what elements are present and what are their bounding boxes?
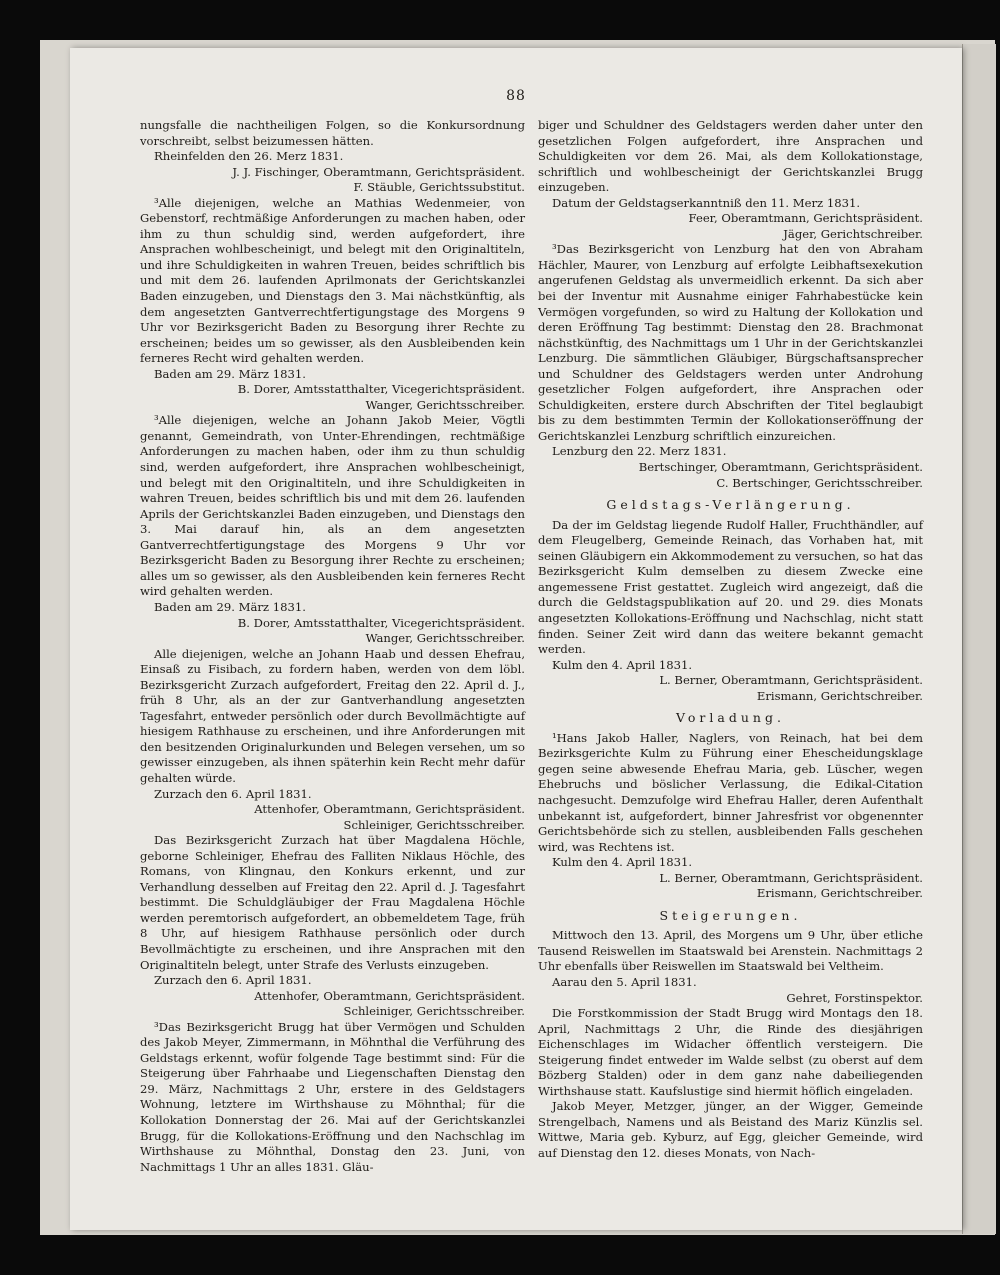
dateline: Datum der Geldstagserkanntniß den 11. Merz 1831. bbox=[552, 195, 861, 210]
dateline: Kulm den 4. April 1831. bbox=[552, 855, 693, 870]
paragraph: Die Forstkommission der Stadt Brugg wird Montags den 18. April, Nachmittags 2 Uhr, die Rinde des diesjährigen Eichenschlages im Widacher öffentlich versteigern. Die Steigerung findet entweder im Walde selbst (zu oberst auf dem Bözberg Stalden) oder in dem ganz nahe dabeiliegenden Wirthshause statt. Kaufslustige sind hiermit höflich eingeladen. bbox=[538, 1006, 923, 1098]
paragraph: ³Das Bezirksgericht Brugg hat über Vermögen und Schulden des Jakob Meyer, Zimmermann, in Möhnthal die Verführung des Geldstags erkennt, wofür folgende Tage bestimmt sind: Für die Steigerung über Fahrhaabe und Liegenschaften Dienstag den 29. März, Nachmittags 2 Uhr, erstere in des Geldstagers Wohnung, letztere im Wirthshause zu Möhnthal; für die Kollokation Donnerstag der 26. Mai auf der Gerichtskanzlei Brugg, für die Kollokations-Eröffnung und den Nachschlag im Wirthshause zu Möhnthal, Donstag den 23. Juni, von Nachmittags 1 Uhr an alles 1831. Gläu- bbox=[140, 1019, 525, 1174]
paragraph: ³Alle diejenigen, welche an Mathias Wedenmeier, von Gebenstorf, rechtmäßige Anforderungen zu machen haben, oder ihm zu thun schuldig sind, werden aufgefordert, ihre Ansprachen wohlbescheinigt, und belegt mit den Originaltiteln, und ihre Schuldigkeiten in wahren Treuen, beides schriftlich bis und mit dem 26. laufenden Aprilmonats der Gerichtskanzlei Baden einzugeben, und Dienstags den 3. Mai nächstkünftig, als dem angesetzten Gantverrechtfertigungstage des Morgens 9 Uhr vor Bezirksgericht Baden zu Besorgung ihrer Rechte zu erscheinen; beides um so gewisser, als den Ausbleibenden kein ferneres Recht wird gehalten werden. bbox=[140, 195, 525, 366]
paragraph: Jakob Meyer, Metzger, jünger, an der Wigger, Gemeinde Strengelbach, Namens und als Beistand des Mariz Künzlis sel. Wittwe, Maria geb. Kyburz, auf Egg, gleicher Gemeinde, wird auf Dienstag den 12. dieses Monats, von Nach- bbox=[538, 1099, 923, 1160]
dateline: Lenzburg den 22. Merz 1831. bbox=[552, 444, 727, 459]
section-heading: Steigerungen. bbox=[659, 907, 802, 923]
dateline: Baden am 29. März 1831. bbox=[154, 366, 306, 381]
signature-line: F. Stäuble, Gerichtssubstitut. bbox=[353, 180, 525, 195]
paragraph: ³Alle diejenigen, welche an Johann Jakob Meier, Vögtli genannt, Gemeindrath, von Unter-Ehrendingen, rechtmäßige Anforderungen zu machen haben, oder ihm zu thun schuldig sind, werden aufgefordert, ihre Ansprachen wohlbescheinigt, und belegt mit den Originaltiteln, und ihre Schuldigkeiten in wahren Treuen, beides schriftlich bis und mit dem 26. laufenden Aprils der Gerichtskanzlei Baden einzugeben, und Dienstags den 3. Mai darauf hin, als an dem angesetzten Gantverrechtfertigungstage des Morgens 9 Uhr vor Bezirksgericht Baden zu Besorgung ihrer Rechte zu erscheinen; alles um so gewisser, als den Ausbleibenden kein ferneres Recht wird gehalten werden. bbox=[140, 413, 525, 599]
paragraph: Das Bezirksgericht Zurzach hat über Magdalena Höchle, geborne Schleiniger, Ehefrau des Falliten Niklaus Höchle, des Romans, von Klingnau, den Konkurs erkennt, und zur Verhandlung desselben auf Freitag den 22. April d. J. Tagesfahrt bestimmt. Die Schuldgläubiger der Frau Magdalena Höchle werden peremtorisch aufgefordert, an obbemeldetem Tage, früh 8 Uhr, auf hiesigem Rathhause persönlich oder durch Bevollmächtigte zu erscheinen, und ihre Ansprachen mit den Originaltiteln belegt, unter Strafe des Verlusts einzugeben. bbox=[140, 833, 525, 972]
signature-line: C. Bertschinger, Gerichtsschreiber. bbox=[716, 475, 923, 490]
signature-line: Feer, Oberamtmann, Gerichtspräsident. bbox=[688, 211, 923, 226]
signature-line: Wanger, Gerichtsschreiber. bbox=[365, 631, 525, 646]
paragraph: Alle diejenigen, welche an Johann Haab und dessen Ehefrau, Einsaß zu Fisibach, zu fordern haben, werden von dem löbl. Bezirksgericht Zurzach aufgefordert, Freitag den 22. April d. J., früh 8 Uhr, als an der zur Gantverhandlung angesetzten Tagesfahrt, entweder persönlich oder durch Bevollmächtigte auf hiesigem Rathhause zu erscheinen, und ihre Anforderungen mit den besitzenden Originalurkunden und Belegen versehen, um so gewisser einzugeben, als ihnen späterhin kein Recht mehr dafür gehalten würde. bbox=[140, 646, 525, 785]
signature-line: Erismann, Gerichtschreiber. bbox=[756, 886, 923, 901]
signature-line: Schleiniger, Gerichtsschreiber. bbox=[343, 817, 525, 832]
paragraph: Mittwoch den 13. April, des Morgens um 9 Uhr, über etliche Tausend Reiswellen im Staatswald bei Arenstein. Nachmittags 2 Uhr ebenfalls über Reiswellen im Staatswald bei Veltheim. bbox=[538, 928, 923, 974]
paragraph: nungsfalle die nachtheiligen Folgen, so die Konkursordnung vorschreibt, selbst beizumessen hätten. bbox=[140, 118, 525, 148]
signature-line: B. Dorer, Amtsstatthalter, Vicegerichtspräsident. bbox=[237, 382, 525, 397]
signature-line: L. Berner, Oberamtmann, Gerichtspräsident. bbox=[659, 870, 923, 885]
signature-line: Attenhofer, Oberamtmann, Gerichtspräsident. bbox=[254, 988, 525, 1003]
dateline: Zurzach den 6. April 1831. bbox=[154, 786, 312, 801]
dateline: Kulm den 4. April 1831. bbox=[552, 657, 693, 672]
adjacent-page-edge bbox=[962, 44, 996, 1234]
section-heading: Geldstags-Verlängerung. bbox=[606, 497, 855, 513]
right-column bbox=[538, 118, 923, 1162]
document-page bbox=[70, 48, 962, 1230]
paragraph: Da der im Geldstag liegende Rudolf Haller, Fruchthändler, auf dem Fleugelberg, Gemeinde Reinach, das Vorhaben hat, mit seinen Gläubigern ein Akkommodement zu versuchen, so hat das Bezirksgericht Kulm demselben zu diesem Zwecke eine angemessene Frist gestattet. Zugleich wird angezeigt, daß die durch die Geldstagspublikation auf 20. und 29. dies Monats angesetzten Kollokations-Eröffnung und Nachschlag, nicht statt finden. Seiner Zeit wird dann das weitere bekannt gemacht werden. bbox=[538, 517, 923, 657]
dateline: Aarau den 5. April 1831. bbox=[552, 974, 697, 989]
dateline: Rheinfelden den 26. Merz 1831. bbox=[154, 149, 344, 164]
signature-line: L. Berner, Oberamtmann, Gerichtspräsident. bbox=[659, 673, 923, 688]
signature-line: B. Dorer, Amtsstatthalter, Vicegerichtspräsident. bbox=[237, 615, 525, 630]
dateline: Zurzach den 6. April 1831. bbox=[154, 973, 312, 988]
signature-line: J. J. Fischinger, Oberamtmann, Gerichtspräsident. bbox=[232, 164, 525, 179]
left-column bbox=[140, 118, 525, 1175]
signature-line: Jäger, Gerichtschreiber. bbox=[783, 226, 923, 241]
dateline: Baden am 29. März 1831. bbox=[154, 599, 306, 614]
signature-line: Attenhofer, Oberamtmann, Gerichtspräsident. bbox=[254, 802, 525, 817]
signature-line: Erismann, Gerichtschreiber. bbox=[756, 688, 923, 703]
paragraph: ³Das Bezirksgericht von Lenzburg hat den von Abraham Hächler, Maurer, von Lenzburg auf erfolgte Leibhaftsexekution angerufenen Geldstag als unvermeidlich erkennt. Da sich aber bei der Inventur mit Ausnahme einiger Fahrhabestücke kein Vermögen vorgefunden, so wird zu Haltung der Kollokation und deren Eröffnung Tag bestimmt: Dienstag den 28. Brachmonat nächstkünftig, des Nachmittags um 1 Uhr in der Gerichtskanzlei Lenzburg. Die sämmtlichen Gläubiger, Bürgschaftsansprecher und Schuldner des Geldstagers werden unter Androhung gesetzlicher Folgen aufgefordert, ihre Ansprachen oder Schuldigkeiten, erstere durch Abschriften der Titel beglaubigt bis zu dem bestimmten Termin der Kollokationseröffnung der Gerichtskanzlei Lenzburg schriftlich einzureichen. bbox=[538, 242, 923, 443]
paragraph: biger und Schuldner des Geldstagers werden daher unter den gesetzlichen Folgen aufgefordert, ihre Ansprachen und Schuldigkeiten vor dem 26. Mai, als dem Kollokationstage, schriftlich und wohlbescheinigt der Gerichtskanzlei Brugg einzugeben. bbox=[538, 118, 923, 195]
signature-line: Gehret, Forstinspektor. bbox=[786, 990, 923, 1005]
page-number: 88 bbox=[506, 88, 526, 104]
signature-line: Bertschinger, Oberamtmann, Gerichtspräsident. bbox=[638, 460, 923, 475]
signature-line: Wanger, Gerichtsschreiber. bbox=[365, 397, 525, 412]
section-heading: Vorladung. bbox=[676, 710, 785, 726]
paragraph: ¹Hans Jakob Haller, Naglers, von Reinach, hat bei dem Bezirksgerichte Kulm zu Führung einer Ehescheidungsklage gegen seine abwesende Ehefrau Maria, geb. Lüscher, wegen Ehebruchs und böslicher Verlassung, die Edikal-Citation nachgesucht. Demzufolge wird Ehefrau Haller, deren Aufenthalt unbekannt ist, aufgefordert, binner Jahresfrist vor obgenennter Gerichtsbehörde sich zu stellen, ausbleibenden Falls geschehen wird, was Rechtens ist. bbox=[538, 730, 923, 854]
signature-line: Schleiniger, Gerichtsschreiber. bbox=[343, 1004, 525, 1019]
